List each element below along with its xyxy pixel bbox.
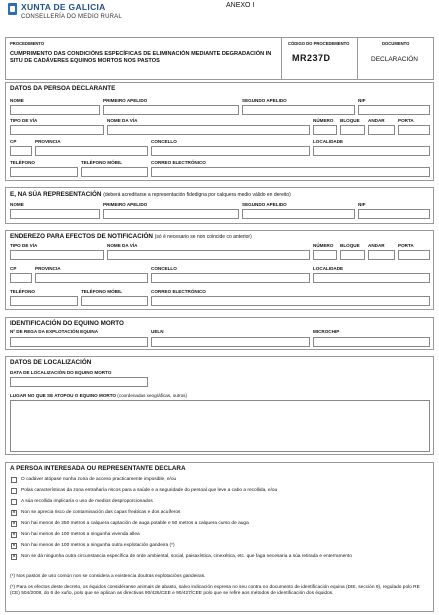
declaration-item: Non hai menos de 100 metros a ningunha vivenda allea	[21, 532, 140, 537]
n-phone-label: TELÉFONO	[10, 289, 36, 294]
rep-name-field[interactable]	[10, 209, 100, 219]
procedure-header	[5, 37, 434, 80]
procedure-label: PROCEDIMENTO	[10, 41, 45, 46]
rep-second-surname-label: SEGUNDO APELIDO	[242, 202, 287, 207]
declarant-title: DATOS DA PERSOA DECLARANTE	[10, 85, 116, 92]
equine-section	[5, 317, 434, 350]
footnote-equids: (*) Para os efectos deste decreto, os équidos considéranse animais de abasto, salvo indicación expresa no seu contra no documento de identificación equina (DIE, sección 9), regulado polo RE (CE) 504/2008, do 6 de xuño, polo que se aplican as directivas 90/426/CEE e 90/427/CEE polo que se refire aos métodos de identificación dos équidos.	[10, 585, 420, 597]
n-locality-field[interactable]	[313, 273, 430, 283]
declaration-item: Non se dá ningunha outra circunstancia específica de orde ambiental, social, paisaxística, cinexética, etc. que faga necesaria a súa retirada e enterramento	[21, 554, 352, 559]
declaration-checkbox[interactable]: ×	[12, 510, 16, 516]
mobile-field[interactable]	[81, 167, 148, 177]
place-label-text: LUGAR NO QUE SE ATOPOU O EQUINO MORTO	[10, 393, 117, 398]
location-section	[5, 356, 434, 455]
brand-title: XUNTA DE GALICIA	[21, 2, 106, 12]
rep-first-surname-label: PRIMEIRO APELIDO	[103, 202, 148, 207]
n-door-label: PORTA	[398, 243, 414, 248]
date-field[interactable]	[10, 377, 148, 387]
n-road-type-field[interactable]	[10, 250, 104, 260]
declaration-section	[5, 462, 434, 612]
procedure-title: CUMPRIMENTO DAS CONDICIÓNS ESPECÍFICAS DE ELIMINACIÓN MEDIANTE DEGRADACIÓN IN SITU DE CADÁVERES EQUINOS MORTOS NOS PASTOS	[10, 51, 272, 64]
microchip-label: MICROCHIP	[313, 329, 340, 334]
n-province-field[interactable]	[35, 273, 148, 283]
xunta-logo-icon	[8, 3, 17, 15]
n-phone-field[interactable]	[10, 296, 78, 306]
road-type-field[interactable]	[10, 125, 104, 135]
road-name-field[interactable]	[107, 125, 310, 135]
mobile-label: TELÉFONO MÓBIL	[81, 160, 123, 165]
council-field[interactable]	[151, 146, 310, 156]
notification-title	[10, 233, 252, 240]
door-field[interactable]	[398, 125, 430, 135]
n-floor-label: ANDAR	[368, 243, 385, 248]
n-floor-field[interactable]	[368, 250, 395, 260]
n-province-label: PROVINCIA	[35, 266, 61, 271]
n-council-field[interactable]	[151, 273, 310, 283]
declaration-item: Non se aprecia risco de contaminación das capas freáticas e dos acuíferos	[21, 510, 181, 515]
declaration-item: A súa recollida implicaría o uso de medios desproporcionados	[21, 499, 153, 504]
location-title: DATOS DE LOCALIZACIÓN	[10, 359, 92, 366]
representative-title-text: E, NA SÚA REPRESENTACIÓN	[10, 191, 102, 198]
postcode-label: CP	[10, 139, 17, 144]
door-label: PORTA	[398, 118, 414, 123]
declaration-checkbox[interactable]	[11, 477, 17, 483]
procedure-cell	[6, 38, 282, 79]
block-label: BLOQUE	[340, 118, 360, 123]
n-council-label: CONCELLO	[151, 266, 177, 271]
rep-nif-label: NIF	[358, 202, 366, 207]
declaration-item: Non hai menos de 250 metros a calquera captación de auga potable e 50 metros a calquera curso de auga	[21, 521, 249, 526]
document-value: DECLARACIÓN	[371, 56, 418, 63]
number-field[interactable]	[313, 125, 337, 135]
code-label: CÓDIGO DO PROCEDEMENTO	[288, 41, 350, 46]
rep-nif-field[interactable]	[358, 209, 430, 219]
notification-note: (só é necesario se non coincide co anterior)	[154, 234, 252, 240]
declarant-section	[5, 82, 434, 181]
road-type-label: TIPO DE VÍA	[10, 118, 38, 123]
representative-section	[5, 187, 434, 224]
annex-label: ANEXO I	[226, 2, 255, 9]
n-road-type-label: TIPO DE VÍA	[10, 243, 38, 248]
n-block-field[interactable]	[340, 250, 365, 260]
rep-first-surname-field[interactable]	[103, 209, 239, 219]
place-field[interactable]	[10, 400, 430, 452]
microchip-field[interactable]	[313, 337, 430, 347]
first-surname-label: PRIMEIRO APELIDO	[103, 98, 148, 103]
province-field[interactable]	[35, 146, 148, 156]
register-label: Nº DE REGA DA EXPLOTACIÓN EQUINA	[10, 329, 99, 334]
name-field[interactable]	[10, 105, 100, 115]
notification-section	[5, 230, 434, 310]
second-surname-field[interactable]	[242, 105, 355, 115]
phone-label: TELÉFONO	[10, 160, 36, 165]
n-locality-label: LOCALIDADE	[313, 266, 344, 271]
representative-title	[10, 191, 291, 198]
document-label: DOCUMENTO	[382, 41, 410, 46]
road-name-label: NOME DA VÍA	[107, 118, 138, 123]
document-cell	[358, 38, 434, 79]
declaration-item: Polas características da zona entrañaría riscos para a saúde e a seguridade do persoal que leve a cabo a recollida, e/ou	[21, 488, 278, 493]
place-label	[10, 393, 187, 398]
n-email-label: CORREO ELECTRÓNICO	[151, 289, 206, 294]
n-door-field[interactable]	[398, 250, 430, 260]
rep-name-label: NOME	[10, 202, 24, 207]
province-label: PROVINCIA	[35, 139, 61, 144]
declaration-item: Non hai menos de 100 metros a ningunha outra explotación gandeira (*)	[21, 543, 175, 548]
floor-label: ANDAR	[368, 118, 385, 123]
block-field[interactable]	[340, 125, 365, 135]
declaration-item: O cadáver atópase nunha zona de acceso practicamente imposible, e/ou	[21, 477, 177, 482]
ueln-field[interactable]	[151, 337, 310, 347]
representative-note: (deberá acreditarse a representación fidedigna por calquera medio válido en dereito)	[103, 192, 291, 198]
declaration-title: A PERSOA INTERESADA OU REPRESENTANTE DECLARA	[10, 465, 186, 472]
locality-label: LOCALIDADE	[313, 139, 344, 144]
n-email-field[interactable]	[151, 296, 430, 306]
equine-title: IDENTIFICACIÓN DO EQUINO MORTO	[10, 320, 124, 327]
locality-field[interactable]	[313, 146, 430, 156]
declaration-checkbox[interactable]: ×	[12, 554, 16, 560]
notification-title-text: ENDEREZO PARA EFECTOS DE NOTIFICACIÓN	[10, 233, 153, 240]
nif-field[interactable]	[358, 105, 430, 115]
n-road-name-label: NOME DA VÍA	[107, 243, 138, 248]
second-surname-label: SEGUNDO APELIDO	[242, 98, 287, 103]
floor-field[interactable]	[368, 125, 395, 135]
footnote-pastures: (*) Nos pastos de uso común non se considera a existencia doutras explotacións gandeiras.	[10, 574, 206, 579]
brand-subtitle: CONSELLERÍA DO MEDIO RURAL	[21, 14, 122, 20]
declaration-checkbox[interactable]	[11, 488, 17, 494]
n-number-label: NÚMERO	[313, 243, 334, 248]
n-road-name-field[interactable]	[107, 250, 310, 260]
n-postcode-field[interactable]	[10, 273, 32, 283]
nif-label: NIF	[358, 98, 366, 103]
declaration-checkbox[interactable]: ×	[12, 521, 16, 527]
phone-field[interactable]	[10, 167, 78, 177]
ueln-label: UELN	[151, 329, 164, 334]
n-block-label: BLOQUE	[340, 243, 360, 248]
n-mobile-field[interactable]	[81, 296, 148, 306]
n-postcode-label: CP	[10, 266, 17, 271]
rep-second-surname-field[interactable]	[242, 209, 355, 219]
n-mobile-label: TELÉFONO MÓBIL	[81, 289, 123, 294]
code-cell	[282, 38, 358, 79]
declaration-checkbox[interactable]: ×	[12, 543, 16, 549]
first-surname-field[interactable]	[103, 105, 239, 115]
place-note: (coordenadas xeográficas, outros)	[117, 393, 188, 398]
email-label: CORREO ELECTRÓNICO	[151, 160, 206, 165]
name-label: NOME	[10, 98, 24, 103]
register-field[interactable]	[10, 337, 148, 347]
number-label: NÚMERO	[313, 118, 334, 123]
declaration-checkbox[interactable]: ×	[12, 532, 16, 538]
email-field[interactable]	[151, 167, 430, 177]
date-label: DATA DE LOCALIZACIÓN DO EQUINO MORTO	[10, 370, 112, 375]
n-number-field[interactable]	[313, 250, 337, 260]
declaration-checkbox[interactable]	[11, 499, 17, 505]
postcode-field[interactable]	[10, 146, 32, 156]
council-label: CONCELLO	[151, 139, 177, 144]
code-value: MR237D	[292, 53, 331, 63]
